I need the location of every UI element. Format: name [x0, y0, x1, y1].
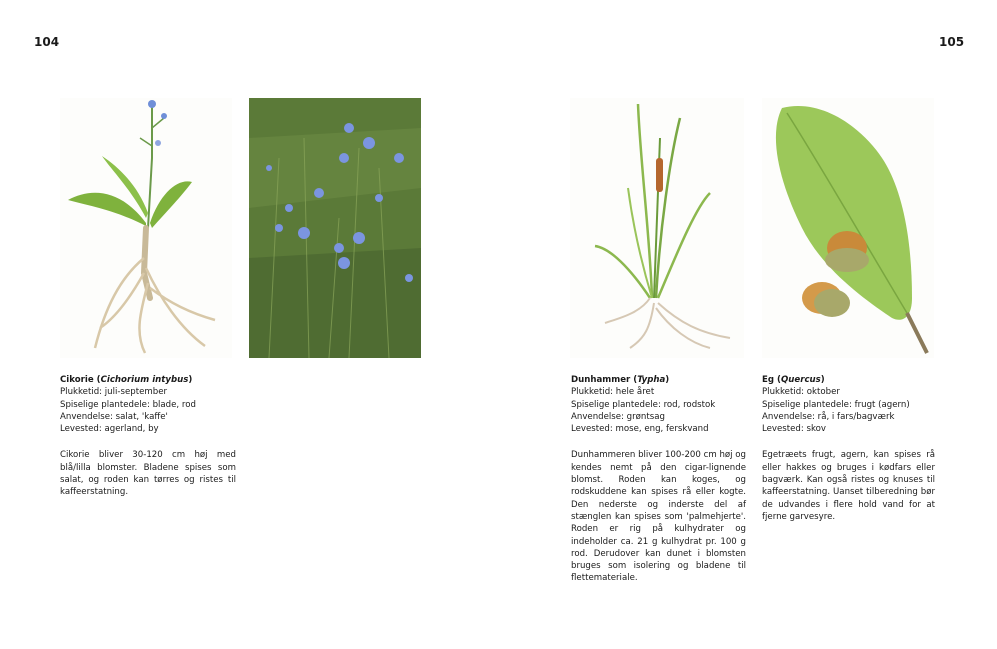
- entry-line-harvest: Plukketid: juli-september: [60, 387, 168, 398]
- entry-line-habitat: Levested: agerland, by: [60, 424, 159, 435]
- entry-line-habitat: Levested: mose, eng, ferskvand: [571, 424, 709, 435]
- entry-line-harvest: Plukketid: oktober: [762, 387, 840, 398]
- entry-line-edible-parts: Spiselige plantedele: rod, rodstok: [571, 399, 716, 410]
- entry-cikorie: [60, 374, 236, 499]
- cattail-plant-illustration: [570, 98, 744, 358]
- oak-leaf-acorn-illustration: [762, 98, 934, 358]
- entry-eg: [762, 374, 935, 523]
- entry-description: Egetræets frugt, agern, kan spises rå eller hakkes og bruges i kødfars eller bagværk. Kan også ristes og knuses til kaffeerstatning. Uanset tilberedning bør de udvandes i flere hold vand for at fjerne garvesyre.: [762, 450, 935, 522]
- entry-line-use: Anvendelse: rå, i fars/bagværk: [762, 411, 895, 422]
- entry-title: Dunhammer (Typha): [571, 375, 670, 385]
- chicory-field-photo: [249, 98, 421, 358]
- entry-description: Dunhammeren bliver 100-200 cm høj og kendes nemt på den cigar-lignende blomst. Roden kan koges, og rodskuddene kan spises rå eller kogte. Den nederste og inderste del af stænglen kan spises som 'palmehjerte'. Roden er rig på kulhydrater og indeholder ca. 21 g kulhydrat pr. 100 g rod. Derudover kan dunet i blomsten bruges som isolering og bladene til flettemateriale.: [571, 450, 746, 584]
- entry-line-habitat: Levested: skov: [762, 424, 827, 435]
- chicory-plant-illustration: [60, 98, 232, 358]
- entry-dunhammer: [571, 374, 746, 585]
- entry-line-use: Anvendelse: grøntsag: [571, 411, 665, 422]
- entry-description: Cikorie bliver 30-120 cm høj med blå/lilla blomster. Bladene spises som salat, og roden kan tørres og ristes til kaffeerstatning.: [60, 450, 236, 498]
- page-number-right: 105: [939, 35, 965, 49]
- entry-line-use: Anvendelse: salat, 'kaffe': [60, 411, 168, 422]
- page-number-left: 104: [34, 35, 60, 49]
- entry-line-harvest: Plukketid: hele året: [571, 387, 655, 398]
- entry-title: Cikorie (Cichorium intybus): [60, 375, 193, 385]
- entry-line-edible-parts: Spiselige plantedele: frugt (agern): [762, 399, 910, 410]
- entry-line-edible-parts: Spiselige plantedele: blade, rod: [60, 399, 196, 410]
- entry-title: Eg (Quercus): [762, 375, 825, 385]
